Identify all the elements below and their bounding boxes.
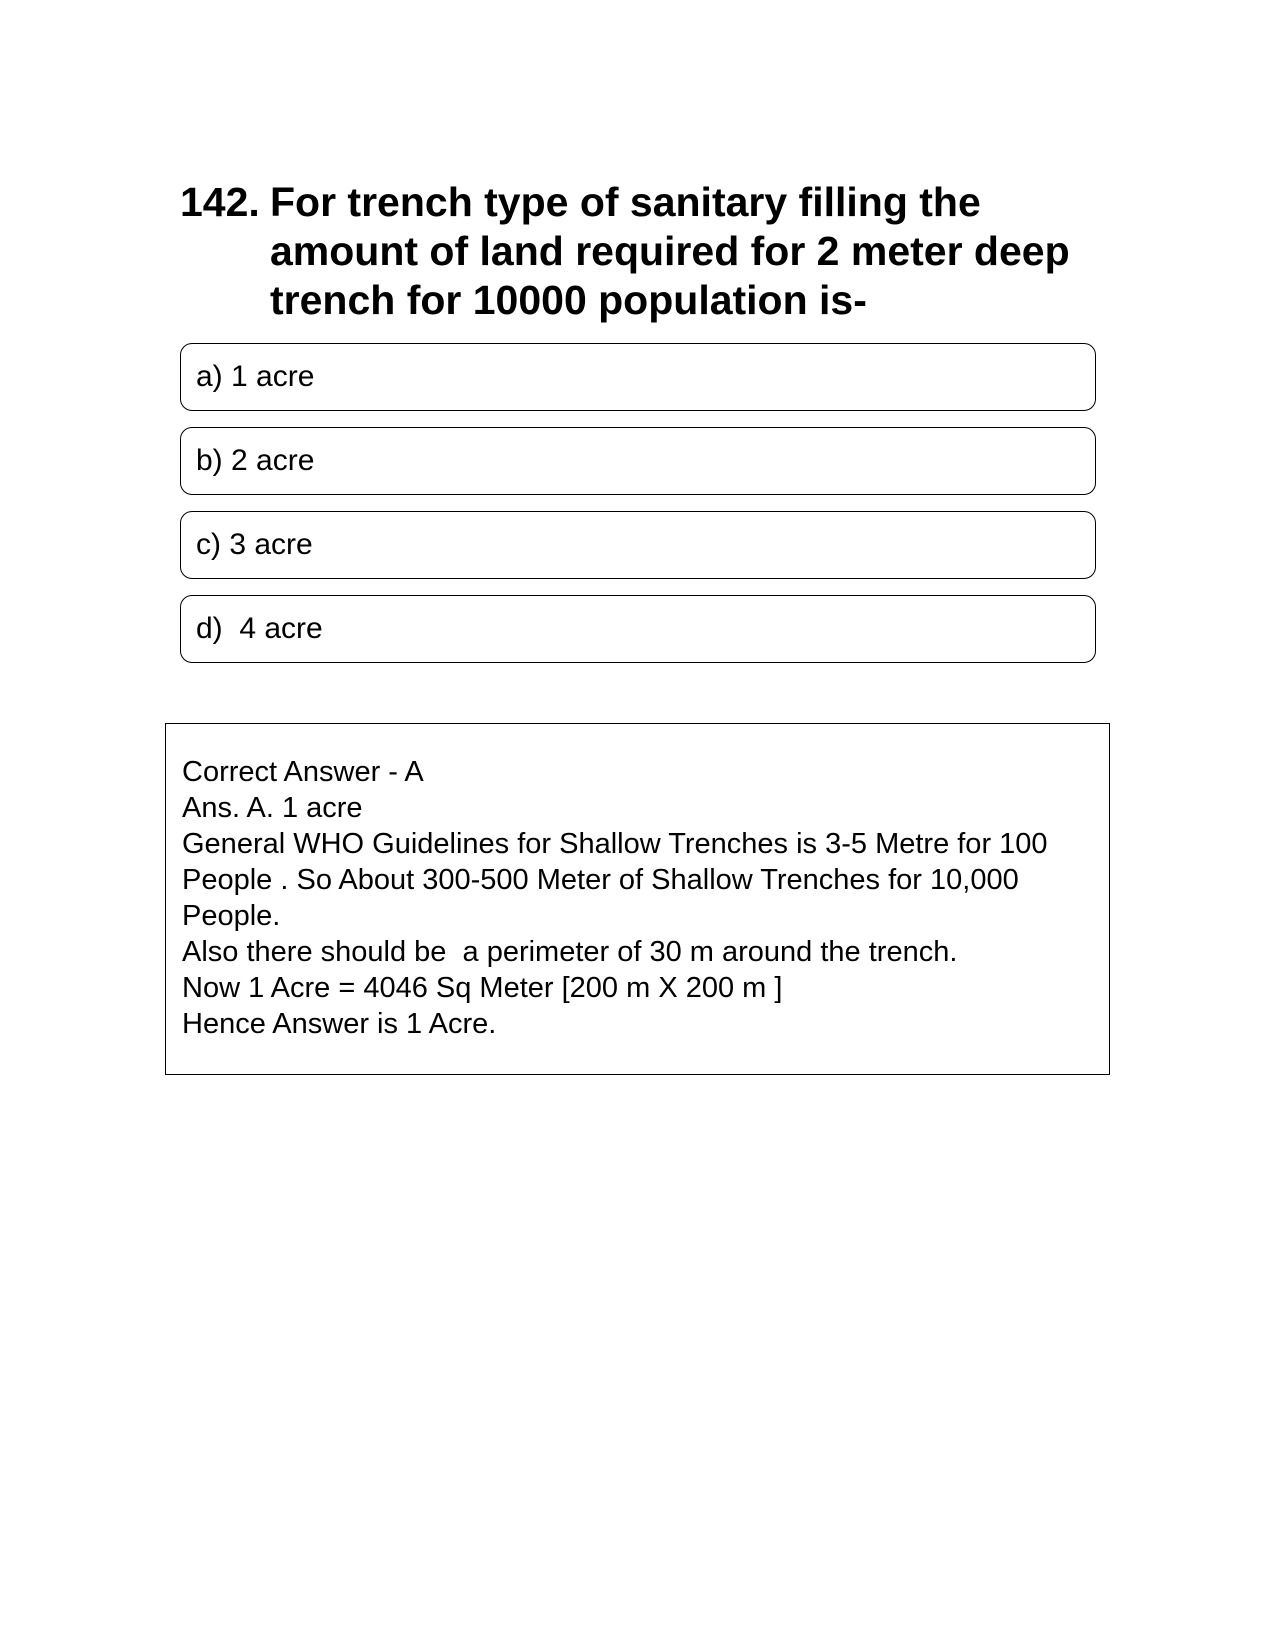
option-a[interactable]: a) 1 acre [180,343,1096,411]
option-c[interactable]: c) 3 acre [180,511,1096,579]
correct-answer-line: Correct Answer - A [182,756,424,788]
perimeter-line: Also there should be a perimeter of 30 m around the trench. [182,936,958,968]
answer-explanation-box [165,723,1110,1075]
option-b[interactable]: b) 2 acre [180,427,1096,495]
options-list [180,343,1096,679]
question [180,178,1120,325]
answer-line: Ans. A. 1 acre [182,792,363,824]
who-guideline-line: General WHO Guidelines for Shallow Trenches is 3-5 Metre for 100 People . So About 300-500 Meter of Shallow Trenches for 10,000 People. [182,828,1056,932]
conclusion-line: Hence Answer is 1 Acre. [182,1008,497,1040]
option-d[interactable]: d) 4 acre [180,595,1096,663]
question-text: For trench type of sanitary filling the amount of land required for 2 meter deep trench for 10000 population is- [270,179,1070,323]
acre-conversion-line: Now 1 Acre = 4046 Sq Meter [200 m X 200 m ] [182,972,783,1004]
question-number: 142. [180,179,260,225]
